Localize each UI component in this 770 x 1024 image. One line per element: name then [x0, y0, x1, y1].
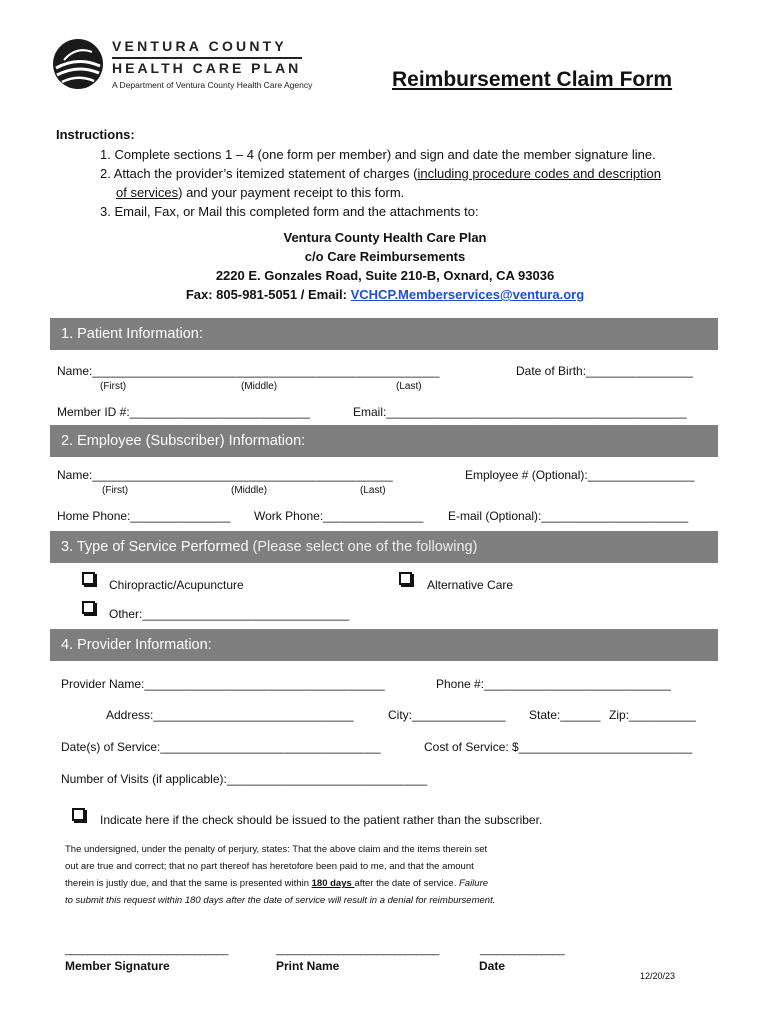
- print-name-line[interactable]: _____________________________: [276, 944, 439, 956]
- logo-line-2: HEALTH CARE PLAN: [112, 60, 302, 76]
- section-4-header: 4. Provider Information:: [50, 629, 718, 661]
- declaration-line-3: [65, 878, 488, 889]
- print-name-label: Print Name: [276, 959, 340, 973]
- declaration-line-1: The undersigned, under the penalty of perjury, states: That the above claim and the items therein set: [65, 844, 488, 855]
- form-title: Reimbursement Claim Form: [392, 68, 673, 91]
- employee-first-label: (First): [102, 485, 129, 496]
- address-line-1: Ventura County Health Care Plan: [283, 230, 487, 245]
- chiropractic-checkbox[interactable]: [82, 572, 95, 585]
- logo-line-3: A Department of Ventura County Health Care Agency: [112, 80, 313, 90]
- declaration-line-4: to submit this request within 180 days after the date of service will result in a denial for reimbursement.: [65, 895, 496, 906]
- employee-name-field[interactable]: Name:_____________________________________________: [57, 468, 393, 482]
- provider-city-field[interactable]: City:______________: [388, 708, 506, 722]
- declaration-line-3-d: Failure: [458, 878, 489, 889]
- section-3-title: 3. Type of Service Performed: [61, 539, 249, 555]
- provider-state-field[interactable]: State:______: [529, 708, 601, 722]
- revision-date: 12/20/23: [640, 971, 676, 981]
- patient-last-label: (Last): [396, 381, 422, 392]
- employee-middle-label: (Middle): [231, 485, 268, 496]
- member-id-field[interactable]: Member ID #:___________________________: [57, 405, 310, 419]
- instruction-1: 1. Complete sections 1 – 4 (one form per member) and sign and date the member signature line.: [100, 147, 656, 162]
- other-service-checkbox[interactable]: [82, 601, 95, 614]
- patient-middle-label: (Middle): [241, 381, 278, 392]
- employee-last-label: (Last): [360, 485, 386, 496]
- provider-zip-field[interactable]: Zip:__________: [609, 708, 696, 722]
- work-phone-field[interactable]: Work Phone:_______________: [254, 509, 424, 523]
- date-line[interactable]: _______________: [480, 944, 565, 956]
- member-signature-line[interactable]: _____________________________: [65, 944, 228, 956]
- declaration-deadline: 180 days: [311, 878, 355, 889]
- address-line-2: c/o Care Reimbursements: [304, 249, 466, 264]
- address-line-4: [0, 287, 770, 302]
- section-3-note: (Please select one of the following): [248, 539, 478, 555]
- instruction-2-text-b: including procedure codes and description: [417, 166, 662, 181]
- vchcp-logo-icon: [52, 38, 104, 90]
- provider-address-field[interactable]: Address:______________________________: [106, 708, 354, 722]
- visits-field[interactable]: Number of Visits (if applicable):______________________________: [61, 772, 428, 786]
- instructions-heading: Instructions:: [56, 127, 135, 142]
- patient-email-field[interactable]: Email:_____________________________________________: [353, 405, 687, 419]
- pay-patient-label: Indicate here if the check should be issued to the patient rather than the subscriber.: [100, 813, 543, 827]
- instruction-2-text-c: of services: [116, 185, 179, 200]
- instruction-2-cont: [116, 185, 404, 200]
- alternative-care-checkbox[interactable]: [399, 572, 412, 585]
- section-3-header: [50, 531, 718, 563]
- member-signature-label: Member Signature: [65, 959, 170, 973]
- patient-dob-field[interactable]: Date of Birth:________________: [516, 364, 693, 378]
- declaration-line-2: out are true and correct; that no part thereof has heretofore been paid to me, and that the amount: [65, 861, 474, 872]
- alternative-care-label: Alternative Care: [427, 578, 514, 592]
- patient-name-field[interactable]: Name:____________________________________________________: [57, 364, 440, 378]
- chiropractic-label: Chiropractic/Acupuncture: [109, 578, 244, 592]
- declaration-line-3-a: therein is justly due, and that the same is presented within: [65, 878, 312, 889]
- instruction-2-text-a: 2. Attach the provider’s itemized statement of charges (: [100, 166, 418, 181]
- instruction-3: 3. Email, Fax, or Mail this completed form and the attachments to:: [100, 204, 479, 219]
- instruction-2: [100, 166, 661, 181]
- patient-first-label: (First): [100, 381, 127, 392]
- provider-name-field[interactable]: Provider Name:____________________________________: [61, 677, 385, 691]
- home-phone-field[interactable]: Home Phone:_______________: [57, 509, 231, 523]
- pay-patient-checkbox[interactable]: [72, 808, 85, 821]
- email-link[interactable]: VCHCP.Memberservices@ventura.org: [350, 287, 585, 302]
- logo-line-1: VENTURA COUNTY: [112, 38, 287, 54]
- instruction-2-text-d: ) and your payment receipt to this form.: [178, 185, 405, 200]
- provider-phone-field[interactable]: Phone #:____________________________: [436, 677, 671, 691]
- declaration-line-3-c: after the date of service.: [354, 878, 459, 889]
- service-dates-field[interactable]: Date(s) of Service:_________________________________: [61, 740, 381, 754]
- employee-number-field[interactable]: Employee # (Optional):________________: [465, 468, 695, 482]
- address-line-3: 2220 E. Gonzales Road, Suite 210-B, Oxnard, CA 93036: [215, 268, 555, 283]
- logo-divider: [112, 57, 302, 59]
- service-cost-field[interactable]: Cost of Service: $__________________________: [424, 740, 693, 754]
- section-1-header: 1. Patient Information:: [50, 318, 718, 350]
- employee-email-field[interactable]: E-mail (Optional):______________________: [448, 509, 689, 523]
- section-2-header: 2. Employee (Subscriber) Information:: [50, 425, 718, 457]
- date-label: Date: [479, 959, 506, 973]
- fax-label: Fax: 805-981-5051 / Email:: [185, 287, 351, 302]
- other-service-field[interactable]: Other:_______________________________: [109, 607, 350, 621]
